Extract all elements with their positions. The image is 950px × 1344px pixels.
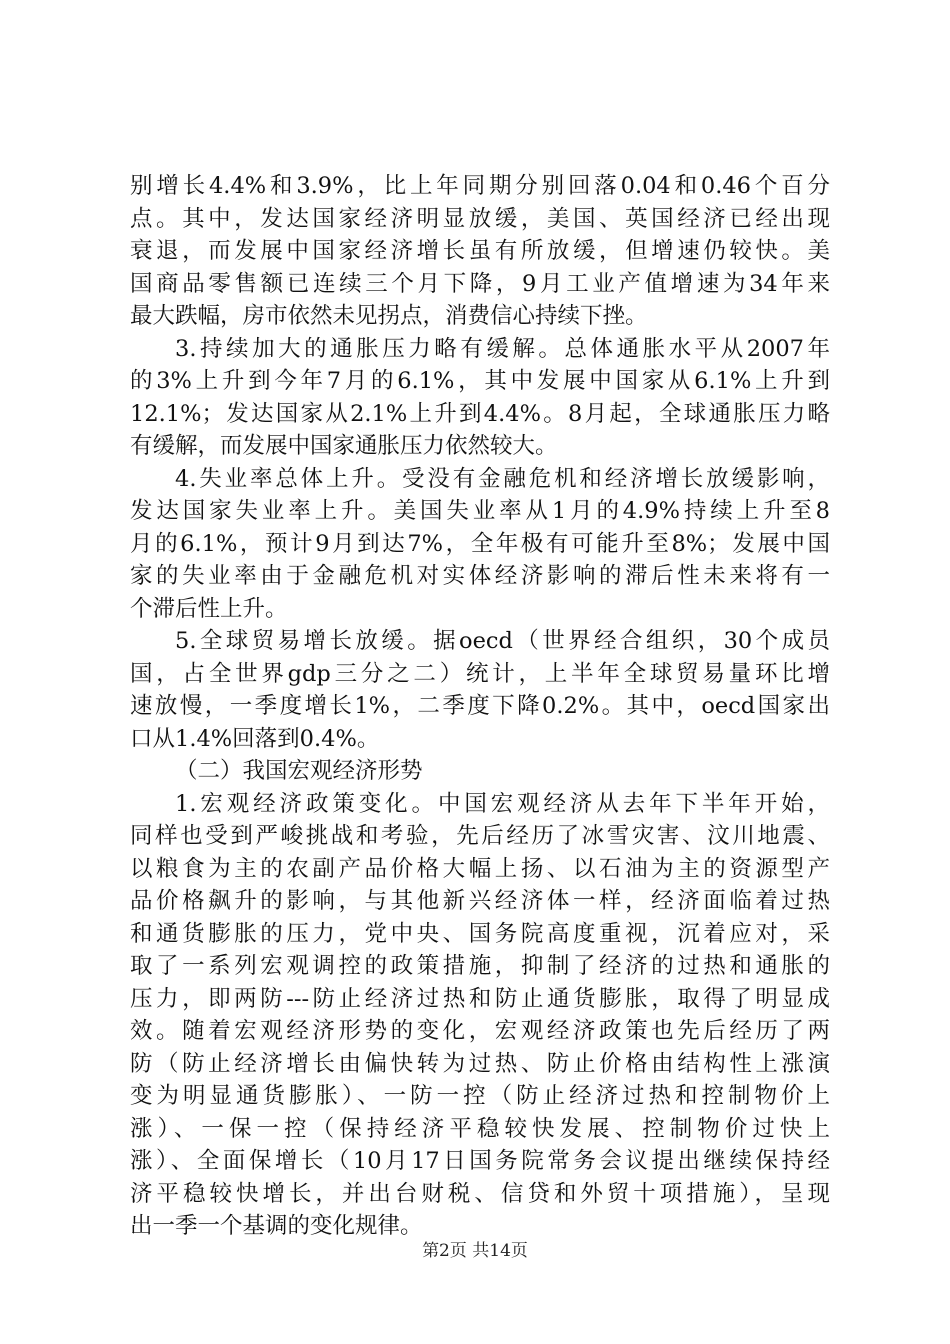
text-line: 国，占全世界gdp三分之二）统计，上半年全球贸易量环比增 [130, 660, 830, 687]
text-line: 变为明显通货膨胀）、一防一控（防止经济过热和控制物价上 [130, 1083, 830, 1109]
text-line: 和通货膨胀的压力，党中央、国务院高度重视，沉着应对，采 [130, 920, 830, 947]
text-line: 有缓解，而发展中国家通胀压力依然较大。 [130, 433, 558, 459]
text-line: 涨）、一保一控（保持经济平稳较快发展、控制物价过快上 [130, 1115, 830, 1142]
text-line: 品价格飙升的影响，与其他新兴经济体一样，经济面临着过热 [130, 888, 830, 914]
text-line: （二）我国宏观经济形势 [175, 758, 423, 784]
text-line: 发达国家失业率上升。美国失业率从1月的4.9%持续上升至8 [130, 498, 830, 524]
text-line: 4.失业率总体上升。受没有金融危机和经济增长放缓影响， [175, 465, 830, 492]
text-line: 以粮食为主的农副产品价格大幅上扬、以石油为主的资源型产 [130, 855, 830, 882]
text-line: 压力，即两防---防止经济过热和防止通货膨胀，取得了明显成 [130, 985, 830, 1012]
text-line: 口从1.4%回落到0.4%。 [130, 725, 380, 752]
text-line: 同样也受到严峻挑战和考验，先后经历了冰雪灾害、汶川地震、 [130, 823, 830, 849]
page-footer: 第2页 共14页 [422, 1241, 528, 1261]
text-line: 涨）、全面保增长（10月17日国务院常务会议提出继续保持经 [130, 1148, 830, 1174]
text-line: 12.1%；发达国家从2.1%上升到4.4%。8月起，全球通胀压力略 [130, 400, 830, 427]
text-line: 防（防止经济增长由偏快转为过热、防止价格由结构性上涨演 [130, 1050, 830, 1077]
text-line: 衰退，而发展中国家经济增长虽有所放缓，但增速仍较快。美 [130, 238, 830, 264]
text-line: 出一季一个基调的变化规律。 [130, 1213, 423, 1239]
text-line: 国商品零售额已连续三个月下降，9月工业产值增速为34年来 [130, 270, 830, 297]
text-line: 速放慢，一季度增长1%，二季度下降0.2%。其中，oecd国家出 [130, 693, 830, 719]
text-line: 的3%上升到今年7月的6.1%，其中发展中国家从6.1%上升到 [130, 368, 830, 394]
text-line: 济平稳较快增长，并出台财税、信贷和外贸十项措施），呈现 [130, 1180, 830, 1207]
text-line: 取了一系列宏观调控的政策措施，抑制了经济的过热和通胀的 [130, 953, 830, 979]
text-line: 月的6.1%，预计9月到达7%，全年极有可能升至8%；发展中国 [130, 530, 830, 557]
text-line: 个滞后性上升。 [130, 595, 288, 622]
text-line: 最大跌幅，房市依然未见拐点，消费信心持续下挫。 [130, 303, 648, 329]
text-line: 别增长4.4%和3.9%，比上年同期分别回落0.04和0.46个百分 [130, 173, 830, 199]
text-line: 家的失业率由于金融危机对实体经济影响的滞后性未来将有一 [130, 563, 830, 589]
text-line: 3.持续加大的通胀压力略有缓解。总体通胀水平从2007年 [175, 335, 830, 362]
text-line: 点。其中，发达国家经济明显放缓，美国、英国经济已经出现 [130, 205, 830, 232]
text-line: 效。随着宏观经济形势的变化，宏观经济政策也先后经历了两 [130, 1018, 830, 1044]
text-line: 5.全球贸易增长放缓。据oecd（世界经合组织，30个成员 [175, 628, 830, 654]
text-line: 1.宏观经济政策变化。中国宏观经济从去年下半年开始， [175, 790, 830, 817]
document-body [130, 170, 830, 1243]
